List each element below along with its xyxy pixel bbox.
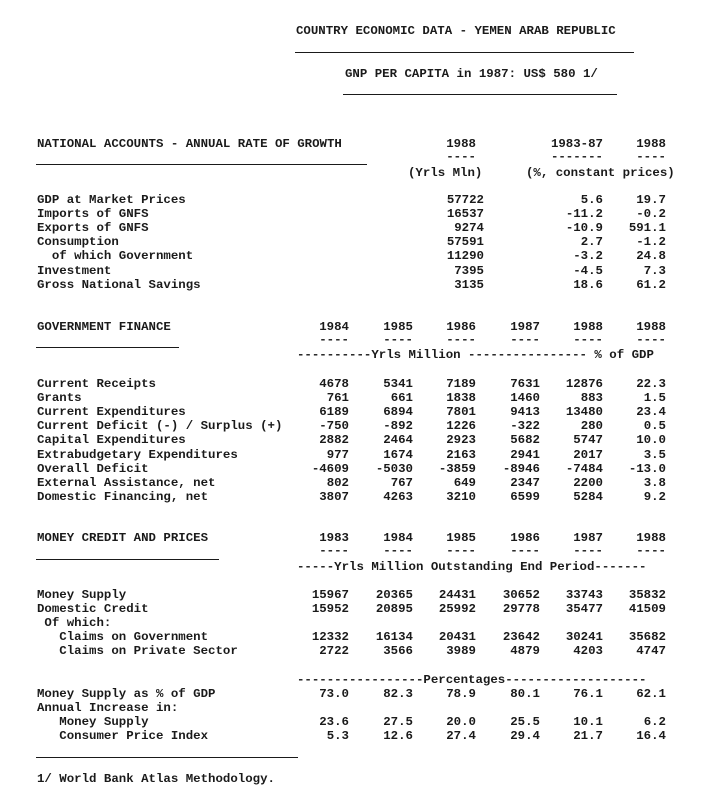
gf-row-value: 3807 — [319, 489, 349, 504]
mc-pct-row-value: 80.1 — [510, 687, 540, 701]
money-credit-rule — [36, 559, 219, 560]
gf-row-value: -7484 — [565, 461, 603, 476]
gf-row-value: 3.8 — [643, 475, 666, 490]
mc-row-label: Claims on Private Sector — [37, 644, 238, 659]
mc-row-label: Of which: — [37, 616, 112, 631]
mc-pct-row-value: 78.9 — [446, 687, 476, 701]
mc-row-label: Claims on Government — [37, 630, 209, 645]
na-row-value: 7395 — [454, 263, 484, 278]
na-unit-pct: (%, constant prices) — [526, 166, 675, 180]
gf-row-label: Current Expenditures — [37, 405, 186, 420]
gf-row-value: 1838 — [446, 391, 476, 406]
mc-row-value: 2722 — [319, 644, 349, 659]
mc-pct-row-label: Annual Increase in: — [37, 701, 179, 716]
gf-row-value: -13.0 — [628, 461, 666, 476]
gf-row-label: External Assistance, net — [37, 475, 216, 490]
na-row-label: GDP at Market Prices — [37, 193, 186, 207]
gf-row-value: 12876 — [565, 377, 603, 391]
gf-row-value: 2163 — [446, 447, 476, 462]
mc-pct-row-value: 5.3 — [326, 729, 349, 744]
mc-unit-line: -----Yrls Million Outstanding End Period------- — [297, 560, 647, 574]
mc-row-value: 20365 — [375, 588, 413, 602]
mc-year-header: 1986 — [510, 531, 540, 545]
na-row-value: 18.6 — [573, 277, 603, 292]
gnp-rule — [343, 94, 617, 95]
gf-row-value: 761 — [326, 391, 349, 406]
gf-row-value: 7631 — [510, 377, 540, 391]
document-title: COUNTRY ECONOMIC DATA - YEMEN ARAB REPUBLIC — [296, 24, 616, 38]
national-accounts-heading: NATIONAL ACCOUNTS - ANNUAL RATE OF GROWTH — [37, 137, 342, 151]
na-row-value: 61.2 — [636, 277, 666, 292]
mc-year-underline: ---- — [510, 544, 540, 558]
na-row-value: 591.1 — [628, 221, 666, 236]
gf-row-value: 1674 — [383, 447, 413, 462]
government-finance-rule — [36, 347, 179, 348]
mc-year-underline: ---- — [636, 544, 666, 558]
mc-year-header: 1988 — [636, 531, 666, 545]
gf-row-value: -4609 — [311, 461, 349, 476]
footnote-rule — [36, 757, 298, 758]
mc-row-value: 25992 — [438, 602, 476, 617]
gf-row-label: Grants — [37, 391, 82, 406]
na-row-value: 5.6 — [580, 193, 603, 207]
mc-pct-row-value: 82.3 — [383, 687, 413, 701]
mc-row-value: 3989 — [446, 644, 476, 659]
na-row-label: Consumption — [37, 235, 119, 250]
mc-row-value: 4879 — [510, 644, 540, 659]
mc-pct-row-label: Money Supply as % of GDP — [37, 687, 216, 701]
mc-pct-row-value: 21.7 — [573, 729, 603, 744]
mc-row-value: 15952 — [311, 602, 349, 617]
gf-row-value: 1460 — [510, 391, 540, 406]
gf-row-value: 1226 — [446, 419, 476, 434]
gf-row-value: 4263 — [383, 489, 413, 504]
gf-row-value: -750 — [319, 419, 349, 434]
gf-row-value: 7189 — [446, 377, 476, 391]
na-row-value: -10.9 — [565, 221, 603, 236]
mc-row-value: 20895 — [375, 602, 413, 617]
gf-year-underline: ---- — [319, 333, 349, 347]
mc-pct-row-value: 62.1 — [636, 687, 666, 701]
mc-pct-row-value: 20.0 — [446, 715, 476, 730]
gf-row-value: 2200 — [573, 475, 603, 490]
na-col-header: 1988 — [636, 137, 666, 151]
mc-row-value: 35477 — [565, 602, 603, 617]
na-row-value: -11.2 — [565, 207, 603, 222]
gf-row-value: 649 — [453, 475, 476, 490]
gf-row-value: 6189 — [319, 405, 349, 420]
gf-row-value: 5682 — [510, 433, 540, 448]
gf-row-value: 3.5 — [643, 447, 666, 462]
mc-pct-row-value: 27.5 — [383, 715, 413, 730]
gf-row-value: 3210 — [446, 489, 476, 504]
mc-pct-row-value: 29.4 — [510, 729, 540, 744]
na-row-value: -4.5 — [573, 263, 603, 278]
gf-year-header: 1984 — [319, 320, 349, 334]
gf-row-value: 5341 — [383, 377, 413, 391]
money-credit-heading: MONEY CREDIT AND PRICES — [37, 531, 209, 545]
na-col-underline: ---- — [636, 150, 666, 164]
na-row-value: 24.8 — [636, 249, 666, 264]
gf-row-value: 2923 — [446, 433, 476, 448]
mc-pct-row-value: 10.1 — [573, 715, 603, 730]
gf-row-value: -5030 — [375, 461, 413, 476]
gf-row-value: 9413 — [510, 405, 540, 420]
gf-row-value: 1.5 — [643, 391, 666, 406]
gf-row-value: 767 — [390, 475, 413, 490]
mc-year-header: 1984 — [383, 531, 413, 545]
gf-row-value: 6599 — [510, 489, 540, 504]
gf-row-value: 6894 — [383, 405, 413, 420]
gf-row-value: 2464 — [383, 433, 413, 448]
na-row-label: of which Government — [37, 249, 194, 264]
mc-row-value: 3566 — [383, 644, 413, 659]
gf-row-label: Overall Deficit — [37, 461, 149, 476]
mc-pct-row-value: 27.4 — [446, 729, 476, 744]
mc-year-underline: ---- — [573, 544, 603, 558]
gf-row-value: -892 — [383, 419, 413, 434]
mc-row-value: 12332 — [311, 630, 349, 645]
mc-pct-row-label: Consumer Price Index — [37, 729, 209, 744]
gf-year-header: 1988 — [636, 320, 666, 334]
na-row-value: 57591 — [446, 235, 484, 250]
gf-year-underline: ---- — [446, 333, 476, 347]
mc-row-value: 4203 — [573, 644, 603, 659]
mc-row-value: 29778 — [502, 602, 540, 617]
na-col-underline: ------- — [550, 150, 603, 164]
gf-year-header: 1988 — [573, 320, 603, 334]
mc-pct-row-value: 73.0 — [319, 687, 349, 701]
gf-row-value: 802 — [326, 475, 349, 490]
mc-row-value: 23642 — [502, 630, 540, 645]
gf-row-value: -8946 — [502, 461, 540, 476]
mc-row-value: 30652 — [502, 588, 540, 602]
mc-year-underline: ---- — [319, 544, 349, 558]
na-row-value: 7.3 — [643, 263, 666, 278]
na-row-value: 9274 — [454, 221, 484, 236]
gf-row-value: 5747 — [573, 433, 603, 448]
gf-row-value: 883 — [580, 391, 603, 406]
gf-row-value: 2017 — [573, 447, 603, 462]
gf-row-value: -322 — [510, 419, 540, 434]
mc-row-value: 20431 — [438, 630, 476, 645]
government-finance-heading: GOVERNMENT FINANCE — [37, 320, 171, 334]
gf-row-value: 13480 — [565, 405, 603, 420]
mc-year-underline: ---- — [446, 544, 476, 558]
mc-row-value: 35832 — [628, 588, 666, 602]
gf-row-label: Domestic Financing, net — [37, 489, 209, 504]
mc-pct-row-value: 76.1 — [573, 687, 603, 701]
gf-row-value: 2347 — [510, 475, 540, 490]
mc-pct-row-value: 6.2 — [643, 715, 666, 730]
na-col-header: 1983-87 — [550, 137, 603, 151]
mc-year-underline: ---- — [383, 544, 413, 558]
mc-year-header: 1983 — [319, 531, 349, 545]
na-row-value: 57722 — [446, 193, 484, 207]
mc-row-label: Money Supply — [37, 588, 127, 602]
gf-year-underline: ---- — [510, 333, 540, 347]
mc-percentages-line: -----------------Percentages------------------- — [297, 673, 647, 687]
gf-row-label: Extrabudgetary Expenditures — [37, 447, 238, 462]
na-row-label: Investment — [37, 263, 112, 278]
mc-row-value: 41509 — [628, 602, 666, 617]
national-accounts-rule — [36, 164, 367, 165]
na-col-underline: ---- — [446, 150, 476, 164]
mc-year-header: 1987 — [573, 531, 603, 545]
gf-row-value: 5284 — [573, 489, 603, 504]
gf-row-value: 7801 — [446, 405, 476, 420]
mc-row-value: 16134 — [375, 630, 413, 645]
gf-year-header: 1987 — [510, 320, 540, 334]
gf-row-value: 0.5 — [643, 419, 666, 434]
gf-year-header: 1986 — [446, 320, 476, 334]
mc-row-value: 4747 — [636, 644, 666, 659]
gf-row-value: 280 — [580, 419, 603, 434]
mc-row-value: 30241 — [565, 630, 603, 645]
mc-pct-row-value: 23.6 — [319, 715, 349, 730]
footnote: 1/ World Bank Atlas Methodology. — [37, 772, 275, 786]
gf-row-value: 2882 — [319, 433, 349, 448]
mc-pct-row-value: 25.5 — [510, 715, 540, 730]
na-row-value: -3.2 — [573, 249, 603, 264]
gf-year-underline: ---- — [636, 333, 666, 347]
gf-row-value: 4678 — [319, 377, 349, 391]
na-unit-yrls: (Yrls Mln) — [408, 166, 483, 180]
na-row-label: Exports of GNFS — [37, 221, 149, 236]
gf-row-value: 23.4 — [636, 405, 666, 420]
mc-row-value: 35682 — [628, 630, 666, 645]
mc-year-header: 1985 — [446, 531, 476, 545]
gf-row-value: 977 — [326, 447, 349, 462]
gf-row-value: 9.2 — [643, 489, 666, 504]
gf-year-underline: ---- — [383, 333, 413, 347]
mc-pct-row-label: Money Supply — [37, 715, 149, 730]
na-row-value: 19.7 — [636, 193, 666, 207]
mc-pct-row-value: 16.4 — [636, 729, 666, 744]
mc-row-value: 15967 — [311, 588, 349, 602]
gnp-per-capita: GNP PER CAPITA in 1987: US$ 580 1/ — [345, 67, 598, 81]
gf-year-header: 1985 — [383, 320, 413, 334]
na-row-value: -0.2 — [636, 207, 666, 222]
na-row-label: Gross National Savings — [37, 277, 201, 292]
gf-row-value: 2941 — [510, 447, 540, 462]
gf-row-value: 661 — [390, 391, 413, 406]
na-row-value: -1.2 — [636, 235, 666, 250]
mc-row-value: 33743 — [565, 588, 603, 602]
na-row-label: Imports of GNFS — [37, 207, 149, 222]
mc-row-value: 24431 — [438, 588, 476, 602]
na-row-value: 3135 — [454, 277, 484, 292]
gf-row-value: 10.0 — [636, 433, 666, 448]
gf-row-value: 22.3 — [636, 377, 666, 391]
mc-row-label: Domestic Credit — [37, 602, 149, 617]
gf-year-underline: ---- — [573, 333, 603, 347]
na-col-header: 1988 — [446, 137, 476, 151]
gf-row-label: Current Deficit (-) / Surplus (+) — [37, 419, 283, 434]
na-row-value: 2.7 — [580, 235, 603, 250]
gf-row-label: Current Receipts — [37, 377, 156, 391]
mc-pct-row-value: 12.6 — [383, 729, 413, 744]
gf-unit-line: ----------Yrls Million ---------------- % of GDP — [297, 348, 654, 362]
na-row-value: 11290 — [446, 249, 484, 264]
gf-row-label: Capital Expenditures — [37, 433, 186, 448]
title-rule — [295, 52, 634, 53]
gf-row-value: -3859 — [438, 461, 476, 476]
na-row-value: 16537 — [446, 207, 484, 222]
